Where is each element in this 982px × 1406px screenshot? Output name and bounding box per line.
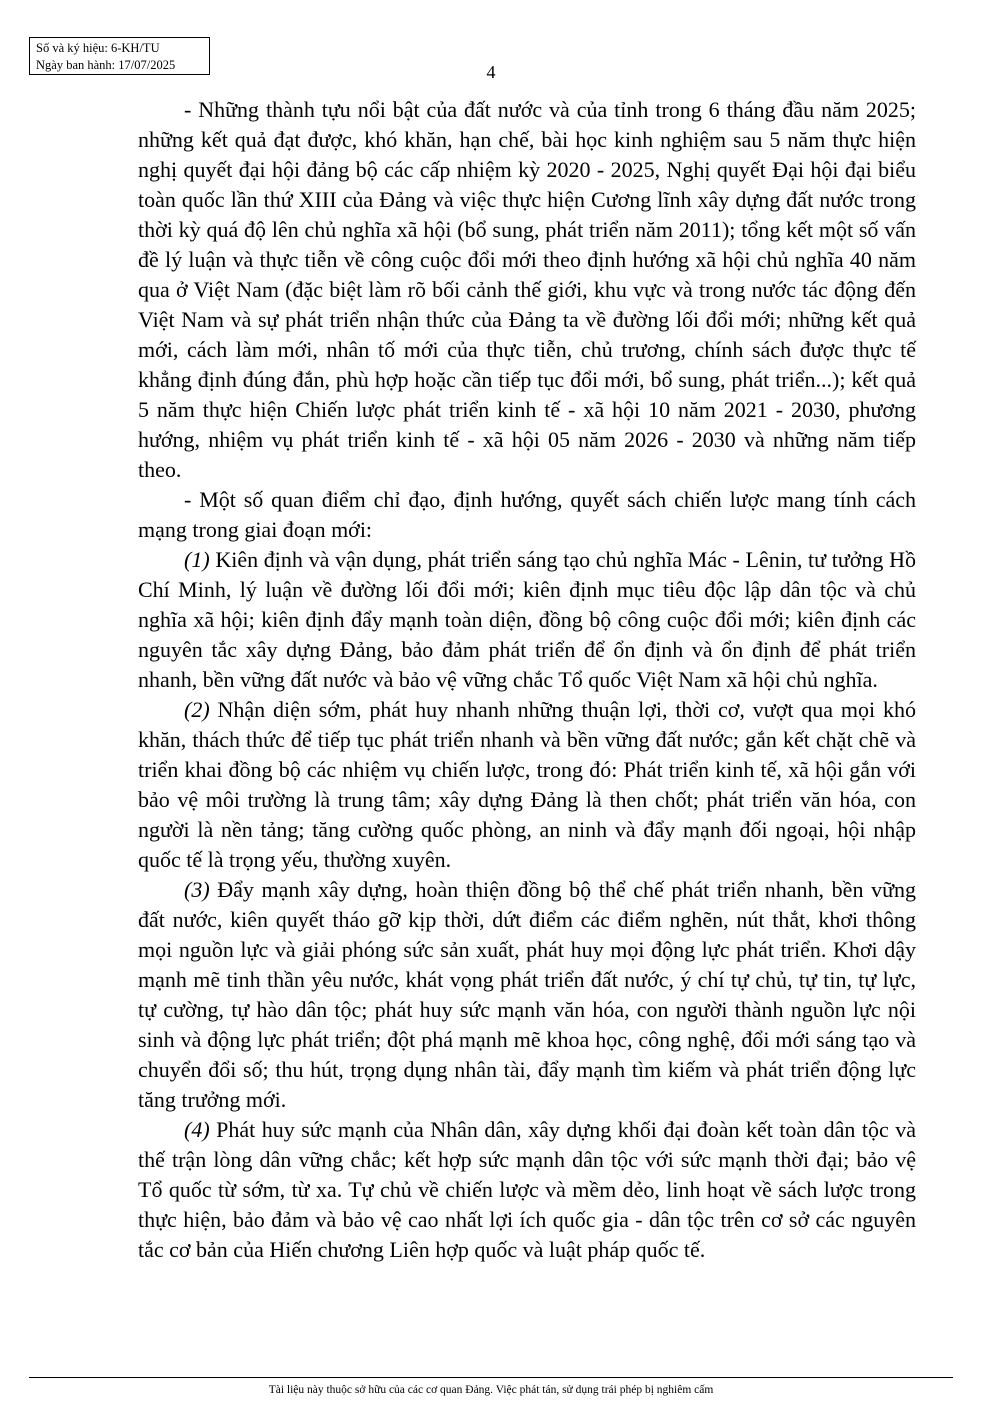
footer-divider [29,1377,953,1378]
paragraph-text: Đẩy mạnh xây dựng, hoàn thiện đồng bộ thể chế phát triển nhanh, bền vững đất nước, kiên quyết tháo gỡ kịp thời, dứt điểm các điểm nghẽn, nút thắt, khơi thông mọi nguồn lực và giải phóng sức sản xuất, phát huy mọi động lực phát triển. Khơi dậy mạnh mẽ tinh thần yêu nước, khát vọng phát triển đất nước, ý chí tự chủ, tự tin, tự lực, tự cường, tự hào dân tộc; phát huy sức mạnh văn hóa, con người thành nguồn lực nội sinh và động lực phát triển; đột phá mạnh mẽ khoa học, công nghệ, đổi mới sáng tạo và chuyển đổi số; thu hút, trọng dụng nhân tài, đẩy mạnh tìm kiếm và phát triển động lực tăng trưởng mới. [138,877,916,1112]
paragraph [138,1115,916,1265]
item-marker: (4) [184,1117,210,1142]
paragraph [138,875,916,1115]
paragraph-text: Phát huy sức mạnh của Nhân dân, xây dựng khối đại đoàn kết toàn dân tộc và thế trận lòng dân vững chắc; kết hợp sức mạnh dân tộc với sức mạnh thời đại; bảo vệ Tổ quốc từ sớm, từ xa. Tự chủ về chiến lược và mềm dẻo, linh hoạt về sách lược trong thực hiện, bảo đảm và bảo vệ cao nhất lợi ích quốc gia - dân tộc trên cơ sở các nguyên tắc cơ bản của Hiến chương Liên hợp quốc và luật pháp quốc tế. [138,1117,916,1262]
page-number: 4 [486,62,496,82]
paragraph-text: Kiên định và vận dụng, phát triển sáng tạo chủ nghĩa Mác - Lênin, tư tưởng Hồ Chí Minh, lý luận về đường lối đổi mới; kiên định mục tiêu độc lập dân tộc và chủ nghĩa xã hội; kiên định đẩy mạnh toàn diện, đồng bộ công cuộc đổi mới; kiên định các nguyên tắc xây dựng Đảng, bảo đảm phát triển để ổn định và ổn định để phát triển nhanh, bền vững đất nước và bảo vệ vững chắc Tổ quốc Việt Nam xã hội chủ nghĩa. [138,547,916,692]
item-marker: (2) [184,697,210,722]
paragraph [138,695,916,875]
item-marker: (1) [184,547,210,572]
document-body [138,95,916,1265]
paragraph [138,95,916,485]
paragraph-text: Nhận diện sớm, phát huy nhanh những thuận lợi, thời cơ, vượt qua mọi khó khăn, thách thức để tiếp tục phát triển nhanh và bền vững đất nước; gắn kết chặt chẽ và triển khai đồng bộ các nhiệm vụ chiến lược, trong đó: Phát triển kinh tế, xã hội gắn với bảo vệ môi trường là trung tâm; xây dựng Đảng là then chốt; phát triển văn hóa, con người là nền tảng; tăng cường quốc phòng, an ninh và đẩy mạnh đối ngoại, hội nhập quốc tế là trọng yếu, thường xuyên. [138,697,916,872]
paragraph-text: - Những thành tựu nổi bật của đất nước và của tỉnh trong 6 tháng đầu năm 2025; những kết quả đạt được, khó khăn, hạn chế, bài học kinh nghiệm sau 5 năm thực hiện nghị quyết đại hội đảng bộ các cấp nhiệm kỳ 2020 - 2025, Nghị quyết Đại hội đại biểu toàn quốc lần thứ XIII của Đảng và việc thực hiện Cương lĩnh xây dựng đất nước trong thời kỳ quá độ lên chủ nghĩa xã hội (bổ sung, phát triển năm 2011); tổng kết một số vấn đề lý luận và thực tiễn về công cuộc đổi mới theo định hướng xã hội chủ nghĩa 40 năm qua ở Việt Nam (đặc biệt làm rõ bối cảnh thế giới, khu vực và trong nước tác động đến Việt Nam và sự phát triển nhận thức của Đảng ta về đường lối đổi mới; những kết quả mới, cách làm mới, nhân tố mới của thực tiễn, chủ trương, chính sách được thực tế khẳng định đúng đắn, phù hợp hoặc cần tiếp tục đổi mới, bổ sung, phát triển...); kết quả 5 năm thực hiện Chiến lược phát triển kinh tế - xã hội 10 năm 2021 - 2030, phương hướng, nhiệm vụ phát triển kinh tế - xã hội 05 năm 2026 - 2030 và những năm tiếp theo. [138,97,916,482]
item-marker: (3) [184,877,210,902]
issue-date: Ngày ban hành: 17/07/2025 [36,58,176,72]
footer-notice: Tài liệu này thuộc sở hữu của các cơ quan Đảng. Việc phát tán, sử dụng trái phép bị nghiêm cấm [268,1384,714,1396]
paragraph [138,485,916,545]
paragraph-text: - Một số quan điểm chỉ đạo, định hướng, quyết sách chiến lược mang tính cách mạng trong giai đoạn mới: [138,487,916,542]
paragraph [138,545,916,695]
document-number: Số và ký hiệu: 6-KH/TU [36,41,160,55]
